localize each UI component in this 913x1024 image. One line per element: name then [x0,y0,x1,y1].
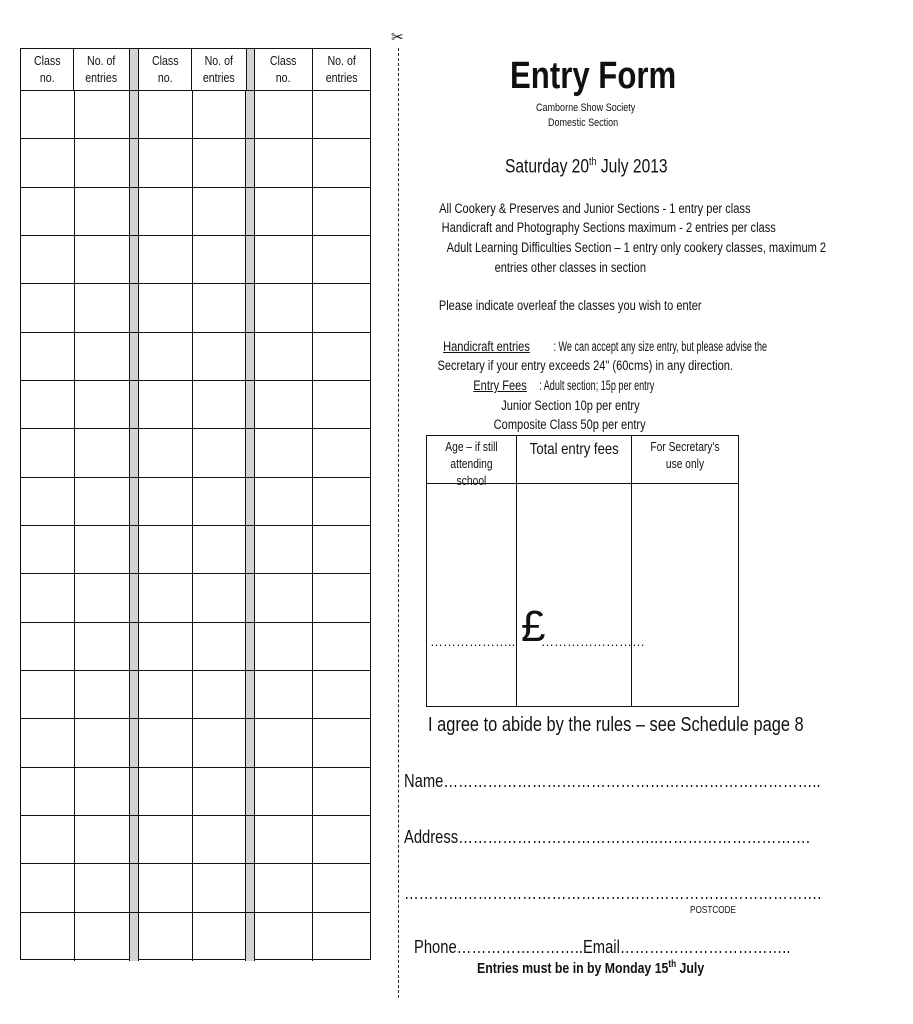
handicraft-note-2: Secretary if your entry exceeds 24" (60cms) in any direction. [437,358,734,373]
class-no-cell[interactable] [255,429,313,476]
table-row [21,719,370,767]
separator-column [130,381,139,428]
separator-column [130,719,139,766]
separator-column [130,574,139,621]
separator-column [130,284,139,331]
class-no-cell[interactable] [255,333,313,380]
separator-column [247,49,256,90]
class-no-cell[interactable] [139,381,193,428]
separator-column [246,913,255,961]
section-name: Domestic Section [548,117,619,129]
separator-column [246,816,255,863]
class-no-cell[interactable] [139,333,193,380]
separator-column [246,284,255,331]
separator-column [130,816,139,863]
separator-column [246,478,255,525]
entries-cell[interactable] [313,478,370,525]
entries-cell[interactable] [75,719,131,766]
separator-column [130,188,139,235]
class-no-cell[interactable] [139,429,193,476]
entries-cell[interactable] [75,768,131,815]
separator-column [246,574,255,621]
fees-table [426,435,739,707]
class-no-cell[interactable] [255,671,313,718]
entries-cell[interactable] [75,139,131,186]
class-no-cell[interactable] [21,91,75,138]
class-no-cell[interactable] [139,864,193,911]
class-no-cell[interactable] [21,671,75,718]
table-row [21,429,370,477]
table-row [21,768,370,816]
separator-column [246,429,255,476]
event-date: Saturday 20th July 2013 [505,156,668,178]
entries-cell[interactable] [313,719,370,766]
entries-cell[interactable] [75,913,131,961]
class-no-cell[interactable] [21,236,75,283]
class-no-cell[interactable] [255,478,313,525]
separator-column [246,381,255,428]
table-row [21,913,370,961]
entries-cell[interactable] [193,333,247,380]
entries-cell[interactable] [75,816,131,863]
entries-cell[interactable] [313,429,370,476]
table-row [21,623,370,671]
postcode-label: POSTCODE [690,905,737,916]
entries-cell[interactable] [313,236,370,283]
table-row [21,284,370,332]
table-row [21,236,370,284]
fees-adult: Entry Fees : Adult section; 15p per entry [473,378,655,393]
class-no-cell[interactable] [21,526,75,573]
address-field[interactable]: Address…………………………………..…………………………. [404,827,810,847]
rule-line-1: All Cookery & Preserves and Junior Sections - 1 entry per class [439,201,751,216]
class-no-cell[interactable] [139,719,193,766]
entries-cell[interactable] [193,719,247,766]
entries-cell[interactable] [313,768,370,815]
entries-cell[interactable] [193,913,247,961]
class-no-cell[interactable] [21,429,75,476]
table-row [21,188,370,236]
separator-column [246,91,255,138]
separator-column [246,188,255,235]
entries-cell[interactable] [313,188,370,235]
class-no-cell[interactable] [21,864,75,911]
entries-cell[interactable] [313,574,370,621]
entries-cell[interactable] [193,429,247,476]
class-no-cell[interactable] [139,236,193,283]
age-header: Age – if still attending school [427,436,516,484]
separator-column [130,864,139,911]
table-row [21,333,370,381]
table-row [21,526,370,574]
entries-cell[interactable] [75,381,131,428]
page-title: Entry Form [510,55,677,97]
entries-cell[interactable] [75,478,131,525]
table-header-row [21,49,370,91]
table-row [21,381,370,429]
class-no-cell[interactable] [255,816,313,863]
entries-cell[interactable] [75,623,131,670]
class-no-cell[interactable] [255,623,313,670]
class-no-cell[interactable] [139,188,193,235]
class-no-cell[interactable] [21,623,75,670]
class-no-cell[interactable] [139,478,193,525]
table-row [21,478,370,526]
rule-line-4: entries other classes in section [494,260,646,275]
class-no-cell[interactable] [255,188,313,235]
separator-column [130,139,139,186]
secretary-header: For Secretary’s use only [632,436,738,484]
entries-cell[interactable] [75,236,131,283]
total-header: Total entry fees [517,436,631,484]
separator-column [130,429,139,476]
class-no-cell[interactable] [139,526,193,573]
entries-cell[interactable] [193,381,247,428]
class-no-cell[interactable] [21,139,75,186]
separator-column [130,478,139,525]
entries-cell[interactable] [193,236,247,283]
entries-cell[interactable] [75,188,131,235]
class-no-cell[interactable] [255,913,313,961]
entries-cell[interactable] [313,526,370,573]
entries-cell[interactable] [193,671,247,718]
society-name: Camborne Show Society [536,102,636,114]
class-no-cell[interactable] [255,139,313,186]
class-no-cell[interactable] [21,188,75,235]
phone-email-field[interactable]: Phone……………………..Email…………………………….. [414,937,791,957]
class-no-cell[interactable] [21,381,75,428]
separator-column [246,526,255,573]
entries-cell[interactable] [75,526,131,573]
table-row [21,91,370,139]
separator-column [130,623,139,670]
entries-cell[interactable] [313,864,370,911]
scissors-icon: ✂ [391,29,404,46]
name-field[interactable]: Name………………………………………………………………….. [404,771,821,791]
class-no-cell[interactable] [255,768,313,815]
class-no-cell[interactable] [255,236,313,283]
entries-cell[interactable] [313,816,370,863]
class-no-cell[interactable] [255,91,313,138]
entries-cell[interactable] [193,91,247,138]
entries-cell[interactable] [193,284,247,331]
class-no-cell[interactable] [255,526,313,573]
entries-cell[interactable] [75,574,131,621]
class-no-cell[interactable] [139,623,193,670]
entries-cell[interactable] [313,381,370,428]
separator-column [246,623,255,670]
separator-column [246,236,255,283]
entries-cell[interactable] [313,671,370,718]
deadline-notice: Entries must be in by Monday 15th July [477,959,705,977]
rule-line-2: Handicraft and Photography Sections maximum - 2 entries per class [441,220,776,235]
separator-column [246,768,255,815]
entries-cell[interactable] [313,139,370,186]
class-no-cell[interactable] [139,768,193,815]
class-entries-table [20,48,371,960]
entries-cell[interactable] [313,623,370,670]
class-no-cell[interactable] [21,478,75,525]
address-line-2-field[interactable]: …………………………………………………………………………. [404,883,822,903]
entries-cell[interactable] [75,91,131,138]
rule-line-3: Adult Learning Difficulties Section – 1 entry only cookery classes, maximum 2 [446,240,827,255]
entries-cell[interactable] [75,333,131,380]
fees-junior: Junior Section 10p per entry [500,398,640,413]
class-no-cell[interactable] [139,574,193,621]
entries-cell[interactable] [193,623,247,670]
entries-cell[interactable] [193,864,247,911]
class-no-cell[interactable] [255,864,313,911]
entries-cell[interactable] [75,284,131,331]
age-field[interactable] [427,484,516,706]
age-column [427,436,517,706]
class-no-cell[interactable] [139,284,193,331]
separator-column [130,671,139,718]
pound-sign: £ [521,602,546,651]
total-column [517,436,645,706]
fees-composite: Composite Class 50p per entry [494,417,646,432]
table-row [21,671,370,719]
separator-column [246,139,255,186]
entries-cell[interactable] [313,333,370,380]
class-no-cell[interactable] [139,816,193,863]
separator-column [246,719,255,766]
separator-column [130,526,139,573]
separator-column [130,236,139,283]
entries-cell[interactable] [193,816,247,863]
entries-cell[interactable] [193,574,247,621]
separator-column [130,49,139,90]
entries-cell[interactable] [75,671,131,718]
age-dots: ……………….. [430,634,516,649]
separator-column [246,671,255,718]
column-header: Class no. [255,49,312,90]
entries-cell[interactable] [193,768,247,815]
class-no-cell[interactable] [139,671,193,718]
class-no-cell[interactable] [21,719,75,766]
class-no-cell[interactable] [21,333,75,380]
entries-cell[interactable] [75,864,131,911]
class-no-cell[interactable] [139,139,193,186]
class-no-cell[interactable] [21,816,75,863]
class-no-cell[interactable] [21,913,75,961]
agreement-statement: I agree to abide by the rules – see Schedule page 8 [428,714,804,736]
handicraft-note: Handicraft entries : We can accept any size entry, but please advise the [443,339,767,354]
secretary-column [632,436,738,706]
column-header: No. of entries [74,49,129,90]
class-no-cell[interactable] [139,91,193,138]
class-no-cell[interactable] [255,719,313,766]
entries-cell[interactable] [193,478,247,525]
table-row [21,816,370,864]
separator-column [130,768,139,815]
entries-cell[interactable] [75,429,131,476]
entries-cell[interactable] [313,284,370,331]
class-no-cell[interactable] [255,381,313,428]
class-no-cell[interactable] [139,913,193,961]
column-header: Class no. [139,49,192,90]
table-row [21,574,370,622]
secretary-field [632,484,738,706]
class-no-cell[interactable] [21,574,75,621]
separator-column [246,333,255,380]
total-dots: …………………… [541,634,645,649]
column-header: Class no. [21,49,74,90]
entries-cell[interactable] [313,91,370,138]
column-header: No. of entries [325,54,358,85]
entries-cell[interactable] [193,139,247,186]
entries-cell[interactable] [193,526,247,573]
indicate-note: Please indicate overleaf the classes you wish to enter [438,298,702,313]
entries-cell[interactable] [313,913,370,961]
separator-column [246,864,255,911]
table-row [21,864,370,912]
entries-cell[interactable] [193,188,247,235]
separator-column [130,91,139,138]
separator-column [130,333,139,380]
class-no-cell[interactable] [255,284,313,331]
class-no-cell[interactable] [255,574,313,621]
table-row [21,139,370,187]
cut-line-divider [398,48,399,998]
class-no-cell[interactable] [21,768,75,815]
separator-column [130,913,139,961]
total-fees-field[interactable] [517,484,645,706]
column-header: No. of entries [192,49,247,90]
class-no-cell[interactable] [21,284,75,331]
